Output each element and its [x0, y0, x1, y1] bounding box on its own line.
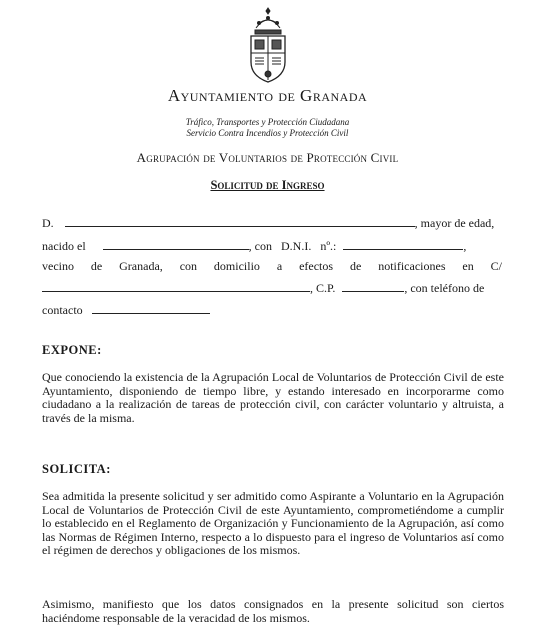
department-line-1: Tráfico, Transportes y Protección Ciudadana	[185, 117, 350, 127]
birth-date-field[interactable]	[103, 238, 249, 250]
department-line-2: Servicio Contra Incendios y Protección Civil	[186, 128, 349, 138]
name-field[interactable]	[65, 215, 415, 227]
expone-text: Que conociendo la existencia de la Agrupación Local de Voluntarios de Protección Civil de este Ayuntamiento, disponiendo de tiempo libre, y estando interesado en incorporarme como ciudadano a la realización de tareas de protección civil, con carácter voluntario y altruista, a través de la misma.	[42, 370, 504, 425]
birth-dni-line: nacido el , con D.N.I. nº.: ,	[42, 239, 467, 253]
expone-heading: EXPONE:	[42, 343, 102, 357]
solicita-heading: SOLICITA:	[42, 462, 111, 476]
name-line: D. , mayor de edad,	[42, 216, 495, 230]
address-intro-line: vecino de Granada, con domicilio a efectos de notificaciones en C/	[42, 259, 502, 273]
granada-coat-of-arms-icon	[246, 6, 290, 84]
postal-code-field[interactable]	[342, 280, 404, 292]
group-name: Agrupación de Voluntarios de Protección Civil	[136, 150, 399, 165]
form-title: Solicitud de Ingreso	[210, 178, 325, 192]
phone-field[interactable]	[92, 302, 210, 314]
organization-name: Ayuntamiento de Granada	[167, 86, 368, 105]
contact-line: contacto	[42, 302, 502, 318]
solicita-text: Sea admitida la presente solicitud y ser admitido como Aspirante a Voluntario en la Agrupación Local de Voluntarios de Protección Civil de este Ayuntamiento, comprometiéndome a cumplir lo establecido en el Reglamento de Organización y Funcionamiento de la Agrupación, así como las Normas de Régimen Interno, respecto a lo dispuesto para el ingreso de Voluntarios así como el régimen de derechos y obligaciones de los mismos.	[42, 489, 504, 558]
declaration-text: Asimismo, manifiesto que los datos consignados en la presente solicitud son ciertos haciéndome responsable de la veracidad de los mismos.	[42, 597, 504, 625]
street-field[interactable]	[42, 280, 310, 292]
dni-field[interactable]	[343, 238, 463, 250]
address-line: , C.P. , con teléfono de	[42, 280, 502, 296]
